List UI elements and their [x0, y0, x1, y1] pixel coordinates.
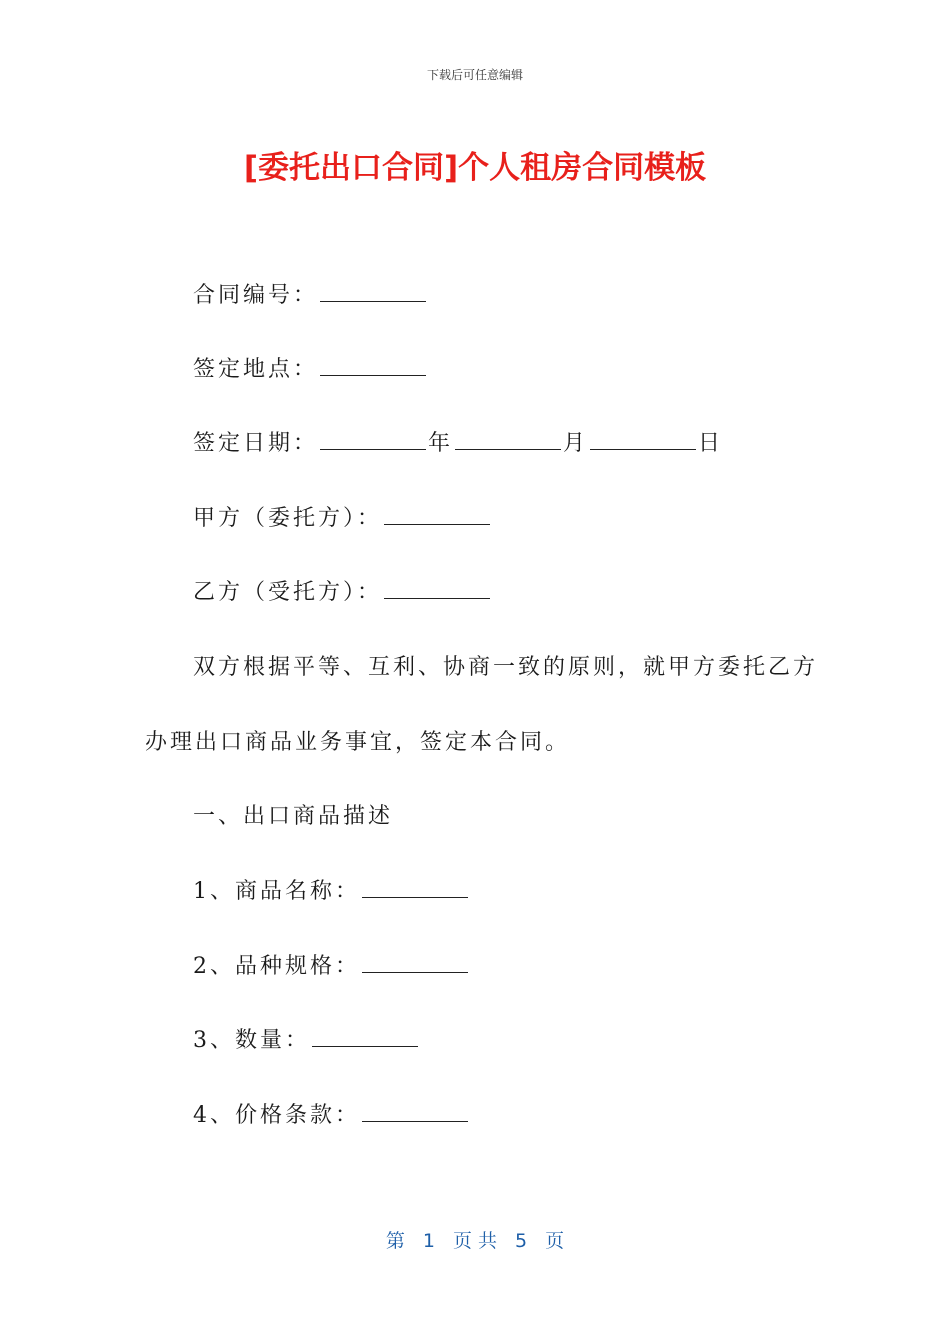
- day-label: 日: [698, 431, 724, 456]
- footer-page-number: 1: [422, 1230, 435, 1252]
- sign-date-year-blank[interactable]: [320, 429, 426, 450]
- document-title: [委托出口合同]个人租房合同模板: [243, 150, 707, 186]
- sign-date-month-blank[interactable]: [455, 429, 561, 450]
- section-1-item: [193, 877, 470, 907]
- contract-number-blank[interactable]: [320, 281, 426, 302]
- month-label: 月: [563, 431, 589, 456]
- quantity-label: 3、数量：: [193, 1028, 310, 1053]
- party-b-label: 乙方（受托方）：: [193, 580, 383, 605]
- party-a-label: 甲方（委托方）：: [193, 506, 383, 531]
- sign-place-blank[interactable]: [320, 355, 426, 376]
- product-name-blank[interactable]: [362, 877, 468, 898]
- intro-line-1: 双方根据平等、互利、协商一致的原则，就甲方委托乙方: [193, 655, 819, 680]
- party-a-row: [193, 504, 492, 534]
- sign-place-row: [193, 355, 428, 385]
- price-terms-label: 4、价格条款：: [193, 1103, 360, 1128]
- footer-suffix: 页: [545, 1230, 565, 1252]
- intro-line-2: 办理出口商品业务事宜，签定本合同。: [145, 730, 571, 755]
- sign-date-day-blank[interactable]: [590, 429, 696, 450]
- product-spec-blank[interactable]: [362, 952, 468, 973]
- product-spec-label: 2、品种规格：: [193, 954, 360, 979]
- footer-total-pages: 5: [515, 1230, 528, 1252]
- footer-prefix: 第: [385, 1230, 405, 1252]
- price-terms-blank[interactable]: [362, 1101, 468, 1122]
- contract-number-row: [193, 281, 428, 311]
- section-1-item: [193, 1026, 420, 1056]
- footer-middle: 页 共: [452, 1230, 498, 1252]
- year-label: 年: [428, 431, 454, 456]
- party-b-row: [193, 578, 492, 608]
- contract-number-label: 合同编号：: [193, 283, 319, 308]
- product-name-label: 1、商品名称：: [193, 879, 360, 904]
- sign-date-row: [193, 429, 723, 459]
- sign-date-label: 签定日期：: [193, 431, 319, 456]
- quantity-blank[interactable]: [312, 1026, 418, 1047]
- party-a-blank[interactable]: [384, 504, 490, 525]
- sign-place-label: 签定地点：: [193, 357, 319, 382]
- section-1-item: [193, 952, 470, 982]
- header-note: 下载后可任意编辑: [426, 68, 523, 82]
- section-1-item: [193, 1101, 470, 1131]
- page-footer: [0, 1226, 950, 1253]
- section-1-heading: 一、出口商品描述: [193, 804, 394, 829]
- party-b-blank[interactable]: [384, 578, 490, 599]
